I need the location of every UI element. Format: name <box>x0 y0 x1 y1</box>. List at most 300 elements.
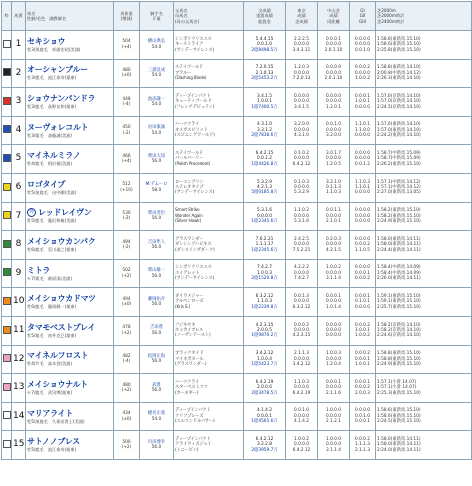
jockey-cell <box>140 202 174 231</box>
course-record: 3.2.0.0 <box>293 122 310 128</box>
jockey-weight: 56.0 <box>151 159 162 165</box>
turf-2400-time: 2:24.4(東新馬.14.11) <box>377 247 421 253</box>
time-record-cell <box>376 145 472 174</box>
overall-record: 5.3.2.9 <box>256 179 273 185</box>
body-weight-change: (-2) <box>122 216 131 222</box>
waku-color-swatch <box>3 268 11 276</box>
sire: フジキセキ <box>175 322 196 328</box>
total-prize: 2億5453.2万 <box>251 76 278 82</box>
overall-record: 6.4.2.15 <box>255 151 274 157</box>
course-record-cell <box>286 316 318 345</box>
horse-name[interactable] <box>27 208 112 218</box>
horse-number: 3 <box>12 88 26 117</box>
g3-record: 1.0.0.2 <box>354 76 371 82</box>
pedigree-cell <box>174 259 244 288</box>
g3-record: 0.0.1.0 <box>354 47 371 53</box>
grade-record-cell <box>350 31 376 60</box>
nakayama-record: 1.0.0.2 <box>325 265 342 271</box>
time-record-cell <box>376 374 472 403</box>
turf-record: 3.4.1.5 <box>293 104 310 110</box>
jockey-name[interactable]: 蛯名正義 <box>147 411 166 417</box>
horse-name-text: レッドレイヴン <box>38 208 92 218</box>
horse-name-cell <box>26 145 114 174</box>
turf-2000-best: 1.57.1(小倉.14.07) <box>377 379 417 385</box>
grade-record-cell <box>350 345 376 374</box>
horse-number: 8 <box>12 231 26 260</box>
same-distance-record: 2.0.1.10 <box>324 76 343 82</box>
distance-record-cell <box>318 288 350 317</box>
jockey-cell <box>140 116 174 145</box>
sire: ディープインパクト <box>175 437 211 442</box>
nakayama-record-2: 0.0.0.0 <box>325 385 342 391</box>
same-distance-record: 1.2.0.5 <box>325 161 342 167</box>
nakayama-record: 0.0.0.0 <box>325 322 342 328</box>
dam: ホッカイブレス <box>175 328 204 334</box>
course-record: 4.2.2.2 <box>293 265 310 271</box>
horse-name[interactable] <box>27 294 112 304</box>
nakayama-record-2: 0.0.0.0 <box>325 356 342 362</box>
total-prize: 5億0185.8万 <box>251 190 278 196</box>
turf-2400-time: 2:26.0(東新馬.14.11) <box>377 276 421 282</box>
turf-2000-time: 1:58.7(中新馬.15.09) <box>377 156 421 162</box>
same-distance-record: 2.0.1.10 <box>324 47 343 53</box>
body-weight-cell <box>114 59 140 88</box>
turf-record: 6.4.2.12 <box>292 447 311 453</box>
horse-name-text: ショウナンパンドラ <box>27 93 96 103</box>
horse-name[interactable] <box>27 65 112 75</box>
horse-name[interactable] <box>27 123 112 133</box>
g2-record: 0.0.0.0 <box>354 70 371 76</box>
body-weight-change: (+2) <box>121 330 132 336</box>
body-weight-change: (+4) <box>121 44 132 50</box>
course-record-cell <box>286 345 318 374</box>
horse-number: 9 <box>12 259 26 288</box>
body-weight-change: (+2) <box>121 445 132 451</box>
overall-record-cell <box>244 59 286 88</box>
nakayama-record: 0.0.0.0 <box>325 93 342 99</box>
time-record-cell <box>376 231 472 260</box>
turf-2000-best: 1.58.4(中新馬.14.09) <box>377 265 421 271</box>
total-prize: 2億3959.7万 <box>251 447 278 453</box>
g1-record: 0.0.0.0 <box>354 36 371 42</box>
body-weight-change: (+10) <box>120 187 133 193</box>
course-record-2: 0.0.0.0 <box>293 70 310 76</box>
g2-record: 0.0.0.1 <box>354 270 371 276</box>
header-weight: 馬体重 (増減) <box>114 2 140 31</box>
g1-record: 0.0.0.1 <box>354 93 371 99</box>
g3-record: 2.0.0.3 <box>354 390 371 396</box>
horse-name-cell <box>26 402 114 431</box>
turf-record: 6.4.2.12 <box>292 161 311 167</box>
damsire: (グラスワンダー) <box>175 362 207 368</box>
horse-name[interactable] <box>27 237 112 247</box>
body-weight: 504 <box>122 39 131 45</box>
horse-profile: 牡6/鹿毛 荒川義之(栗東) <box>27 246 77 252</box>
g1-record: 0.0.0.0 <box>354 208 371 214</box>
body-weight: 482 <box>122 353 131 359</box>
jockey-name[interactable]: 吉田隼人 <box>147 239 166 245</box>
g3-record: 0.0.0.0 <box>354 133 371 139</box>
g3-record: 0.0.1.2 <box>354 161 371 167</box>
horse-name-cell <box>26 374 114 403</box>
horse-profile: 牝3/鹿毛 高野友和(栗東) <box>27 103 77 109</box>
horse-name[interactable] <box>27 180 112 190</box>
turf-2000-time: 1:58.6(東新馬.15.10) <box>377 42 421 48</box>
course-record-cell <box>286 374 318 403</box>
course-record-cell <box>286 31 318 60</box>
pedigree-cell <box>174 145 244 174</box>
pedigree-cell <box>174 316 244 345</box>
horse-name[interactable] <box>27 266 112 276</box>
course-record-cell <box>286 145 318 174</box>
body-weight: 512 <box>122 182 131 188</box>
jockey-name[interactable]: 柴田大知 <box>147 153 166 159</box>
table-row <box>2 116 472 145</box>
waku-color-swatch <box>3 326 11 334</box>
course-record: 1.2.0.3 <box>293 65 310 71</box>
time-record-cell <box>376 345 472 374</box>
turf-record: 3.4.2.12 <box>292 362 311 368</box>
header-horse: 馬名 性齢/毛色 調教師名 <box>26 2 114 31</box>
nakayama-record: 0.0.0.1 <box>325 36 342 42</box>
horse-name-text: マイネルフロスト <box>27 351 89 361</box>
g3-record: 0.0.0.2 <box>354 276 371 282</box>
course-record: 0.0.1.3 <box>293 294 310 300</box>
jockey-cell <box>140 173 174 202</box>
horse-name-cell <box>26 345 114 374</box>
horse-name[interactable] <box>27 323 112 333</box>
header-waku: 枠 <box>2 2 12 31</box>
turf-2400-time: 2:27.0(東新馬.13.05) <box>377 190 421 196</box>
body-weight-cell <box>114 431 140 460</box>
sire: ディープインパクト <box>175 408 211 414</box>
g3-record: 1.1.0.5 <box>354 247 371 253</box>
overall-record-cell <box>244 316 286 345</box>
jockey-name[interactable]: 武豊 <box>152 382 161 388</box>
nakayama-record: 0.0.0.0 <box>325 65 342 71</box>
table-row <box>2 173 472 202</box>
jockey-name[interactable]: 柴田善臣 <box>147 210 166 216</box>
dam: キューティゴールド <box>175 99 212 105</box>
overall-record: 3.4.2.12 <box>255 351 274 357</box>
course-record-2: 0.0.0.0 <box>293 156 310 162</box>
grade-record-cell <box>350 88 376 117</box>
horse-name[interactable] <box>27 94 112 104</box>
same-distance-record: 4.2.1.5 <box>325 247 342 253</box>
table-row <box>2 431 472 460</box>
jockey-name[interactable]: M.デムーロ <box>145 182 168 188</box>
dam: クリソプレーズ <box>175 413 204 419</box>
g3-record: 0.0.0.1 <box>354 419 371 425</box>
damsire: (Polish Precedent) <box>175 161 211 167</box>
horse-name-text: セキショウ <box>27 36 66 46</box>
jockey-weight: 56.0 <box>151 330 162 336</box>
g2-record: 0.0.0.0 <box>354 156 371 162</box>
body-weight-change: (-2) <box>122 130 131 136</box>
damsire: (Silver Hawk) <box>175 219 202 225</box>
dam: マイネボヌール <box>175 356 204 362</box>
course-record-2: 0.0.0.0 <box>293 42 310 48</box>
nakayama-record: 0.0.0.1 <box>325 294 342 300</box>
course-record-2: 0.0.0.0 <box>293 242 310 248</box>
same-distance-record: 1.2.0.4 <box>325 362 342 368</box>
distance-record-cell <box>318 145 350 174</box>
g2-record: 0.0.0.0 <box>354 213 371 219</box>
overall-record: 6.4.2.19 <box>255 379 274 385</box>
distance-record-cell <box>318 116 350 145</box>
body-weight: 434 <box>122 411 131 417</box>
graded-record: 3.2.2.8 <box>256 442 273 448</box>
body-weight-cell <box>114 316 140 345</box>
course-record-2: 0.0.0.0 <box>293 442 310 448</box>
course-record-cell <box>286 259 318 288</box>
horse-name-text: マリアライト <box>27 408 73 418</box>
turf-2400-time: 2:26.2(東新馬.15.10) <box>377 161 421 167</box>
total-prize: 1億9870.2万 <box>251 333 278 339</box>
distance-record-cell <box>318 259 350 288</box>
sire: ステイゴールド <box>175 65 204 71</box>
body-weight: 480 <box>122 382 131 388</box>
header-stats-course: 東京 成績 芝成績 <box>286 2 318 31</box>
horse-name-text: マイネルミラノ <box>27 151 81 161</box>
distance-record-cell <box>318 431 350 460</box>
turf-2000-time: 1:58.0(東新馬.14.11) <box>377 242 421 248</box>
waku-cell <box>2 116 12 145</box>
horse-profile: 牡5/鹿毛 藤沢和雄(美浦) <box>27 218 77 224</box>
body-weight-cell <box>114 31 140 60</box>
body-weight-change: (+4) <box>121 159 132 165</box>
jockey-cell <box>140 231 174 260</box>
overall-record: 5.3.1.6 <box>256 208 273 214</box>
horse-number: 6 <box>12 173 26 202</box>
g1-record: 0.0.0.0 <box>354 236 371 242</box>
jockey-name[interactable]: 岩田康誠 <box>147 125 166 131</box>
course-record-2: 0.0.0.0 <box>293 270 310 276</box>
jockey-name[interactable]: 横山典弘 <box>147 39 166 45</box>
waku-cell <box>2 259 12 288</box>
time-record-cell <box>376 259 472 288</box>
turf-2000-best: 1.58.6(東新馬.15.10) <box>377 36 421 42</box>
total-prize: 2億1520.8万 <box>251 276 278 282</box>
body-weight-change: (+2) <box>121 387 132 393</box>
turf-2000-time: 1:58.2(東新馬.15.10) <box>377 213 421 219</box>
same-distance-record: 3.1.1.4 <box>325 447 342 453</box>
same-distance-record: 2.1.2.1 <box>325 419 342 425</box>
waku-cell <box>2 145 12 174</box>
table-row <box>2 59 472 88</box>
sire: ダイワメジャー <box>175 294 204 300</box>
turf-2400-time: 2:24.5(京新馬.14.10) <box>377 104 421 110</box>
body-weight: 530 <box>122 210 131 216</box>
same-distance-record: 1.1.0.3 <box>325 190 342 196</box>
overall-record-cell <box>244 402 286 431</box>
graded-record: 0.0.1.0 <box>256 42 273 48</box>
turf-2400-time: 2:25.7(東新馬.15.10) <box>377 304 421 310</box>
total-prize: 2億7838.6万 <box>251 133 278 139</box>
horse-name-cell <box>26 316 114 345</box>
turf-2000-best: 1.58.7(中新馬.15.09) <box>377 151 421 157</box>
jockey-name[interactable]: 池添謙一 <box>147 96 166 102</box>
overall-record: 4.3.1.0 <box>256 122 273 128</box>
nakayama-record-2: 0.0.0.0 <box>325 42 342 48</box>
jockey-name[interactable]: 吉田豊 <box>150 325 163 331</box>
distance-record-cell <box>318 88 350 117</box>
turf-2000-time: 1:59.1(東新馬.15.10) <box>377 299 421 305</box>
turf-2400-time: 2:24.2(東新馬.14.10) <box>377 133 421 139</box>
dam: オメガスピリット <box>175 127 208 133</box>
graded-record: 1.1.0.3 <box>256 299 273 305</box>
overall-record: 4.2.3.15 <box>255 322 274 328</box>
turf-2000-best: 1.58.0(東新馬.14.11) <box>377 236 421 242</box>
g2-record: 1.0.0.1 <box>354 328 371 334</box>
turf-record: 5.3.1.6 <box>293 219 310 225</box>
nakayama-record: 3.2.1.0 <box>325 179 342 185</box>
turf-record: 4.2.3.15 <box>292 333 311 339</box>
table-row <box>2 402 472 431</box>
header-stats-distance: 中山芝 成績 同距離 <box>318 2 350 31</box>
horse-profile: 牝5/黒鹿毛 久保田貴士(美浦) <box>27 418 85 424</box>
pedigree-cell <box>174 202 244 231</box>
horse-name[interactable] <box>27 437 112 447</box>
dam: パールバーリー <box>175 156 204 162</box>
grade-record-cell <box>350 288 376 317</box>
grade-record-cell <box>350 145 376 174</box>
total-prize: 1億7400.5万 <box>251 104 278 110</box>
graded-record: 1.0.0.3 <box>256 270 273 276</box>
damsire: (サンデーサイレンス) <box>175 47 215 53</box>
g1-record: 1.1.0.3 <box>354 179 371 185</box>
jockey-cell <box>140 316 174 345</box>
g1-record: 0.0.0.1 <box>354 379 371 385</box>
turf-record: 7.2.0.13 <box>292 76 311 82</box>
horse-name-text: メイショウカドマツ <box>27 294 96 304</box>
nakayama-record-2: 0.0.0.0 <box>325 213 342 219</box>
overall-record: 6.3.2.12 <box>255 294 274 300</box>
turf-2000-best: 1.58.0(東新馬.14.11) <box>377 437 421 442</box>
same-distance-record: 3.1.1.4 <box>325 276 342 282</box>
nakayama-record-2: 0.0.0.0 <box>325 413 342 419</box>
horse-name[interactable] <box>27 37 112 47</box>
jockey-name[interactable]: 内田博幸 <box>147 439 166 445</box>
damsire: (スピニングワールド) <box>175 133 215 139</box>
horse-name-text: ロゴタイプ <box>27 179 66 189</box>
course-record-2: 0.0.0.0 <box>293 185 310 191</box>
jockey-name[interactable]: 柴山雄一 <box>147 268 166 274</box>
nakayama-record: 0.0.0.1 <box>325 379 342 385</box>
body-weight: 480 <box>122 67 131 73</box>
grade-record-cell <box>350 374 376 403</box>
distance-record-cell <box>318 202 350 231</box>
pedigree-cell <box>174 116 244 145</box>
pedigree-cell <box>174 402 244 431</box>
jockey-cell <box>140 88 174 117</box>
nakayama-record-2: 0.0.0.0 <box>325 270 342 276</box>
horse-name-text: サトノノブレス <box>27 437 80 447</box>
course-record-cell <box>286 88 318 117</box>
dam: ブアルー <box>175 70 192 76</box>
horse-profile: 牡5/栗毛 南井克巳(栗東) <box>27 332 77 338</box>
turf-2000-best: 1.58.6(東新馬.15.10) <box>377 408 421 414</box>
grade-record-cell <box>350 316 376 345</box>
course-record-cell <box>286 173 318 202</box>
grade-record-cell <box>350 202 376 231</box>
graded-record: 0.0.0.1 <box>256 413 273 419</box>
header-grade: GI GII GIII <box>350 2 376 31</box>
jockey-cell <box>140 59 174 88</box>
overall-record-cell <box>244 173 286 202</box>
jockey-weight: 56.0 <box>151 273 162 279</box>
jockey-name[interactable]: 松岡正海 <box>147 353 166 359</box>
damsire: (フレンチデピュティ) <box>175 104 215 110</box>
pedigree-cell <box>174 31 244 60</box>
horse-name[interactable] <box>27 151 112 161</box>
waku-color-swatch <box>3 440 11 448</box>
course-record: 1.1.0.2 <box>293 208 310 214</box>
body-weight: 478 <box>122 325 131 331</box>
g2-record: 1.1.1.3 <box>354 442 371 448</box>
waku-color-swatch <box>3 40 11 48</box>
dam: Wonder Again <box>175 213 203 219</box>
overall-record-cell <box>244 288 286 317</box>
g1-record: 0.0.0.2 <box>354 437 371 442</box>
horse-profile: セ7/鹿毛 武田博(栗東) <box>27 389 73 395</box>
body-weight-cell <box>114 88 140 117</box>
waku-color-swatch <box>3 183 11 191</box>
waku-color-swatch <box>3 297 11 305</box>
grade-record-cell <box>350 431 376 460</box>
horse-profile: 牝3/栗毛 斎藤誠(美浦) <box>27 132 73 138</box>
g2-record: 1.1.0.1 <box>354 185 371 191</box>
turf-2000-time: 1:58.6(東新馬.15.10) <box>377 413 421 419</box>
horse-number: 10 <box>12 288 26 317</box>
horse-name-text: ミトラ <box>27 265 51 275</box>
horse-name[interactable] <box>27 409 112 419</box>
jockey-cell <box>140 402 174 431</box>
distance-record-cell <box>318 173 350 202</box>
horse-name-cell <box>26 88 114 117</box>
turf-record: 7.5.2.21 <box>292 247 311 253</box>
pedigree-cell <box>174 88 244 117</box>
horse-name[interactable] <box>27 351 112 361</box>
distance-record-cell <box>318 231 350 260</box>
turf-record: 7.4.2.7 <box>293 276 310 282</box>
jockey-name[interactable]: 藤岡佑介 <box>147 296 166 302</box>
body-weight: 502 <box>122 268 131 274</box>
total-prize: 2億3478.5万 <box>251 390 278 396</box>
overall-record: 3.4.1.5 <box>256 93 273 99</box>
overall-record: 5.4.4.15 <box>255 36 274 42</box>
course-record: 0.1.0.2 <box>293 151 310 157</box>
waku-color-swatch <box>3 97 11 105</box>
horse-name-text: オーシャンブルー <box>27 65 88 75</box>
jockey-name[interactable]: 三浦皇成 <box>147 67 166 73</box>
damsire: (ダンスインザダーク) <box>175 247 215 253</box>
g2-record: 0.0.0.2 <box>354 242 371 248</box>
jockey-weight: 56.0 <box>151 302 162 308</box>
grade-record-cell <box>350 59 376 88</box>
turf-2400-time: 2:25.8(東新馬.15.10) <box>377 47 421 53</box>
body-weight: 450 <box>122 125 131 131</box>
nakayama-record-2: 0.0.0.0 <box>325 156 342 162</box>
turf-2400-time: 2:25.3(東新馬.15.10) <box>377 390 421 396</box>
turf-2000-time: 1:58.2(京新馬.14.10) <box>377 328 421 334</box>
horse-name[interactable] <box>27 380 112 390</box>
nakayama-record-2: 0.0.0.0 <box>325 299 342 305</box>
pedigree-cell <box>174 374 244 403</box>
horse-profile: 牡6/鹿毛 藤岡健一(栗東) <box>27 304 77 310</box>
pedigree-cell <box>174 59 244 88</box>
horse-name-cell <box>26 231 114 260</box>
